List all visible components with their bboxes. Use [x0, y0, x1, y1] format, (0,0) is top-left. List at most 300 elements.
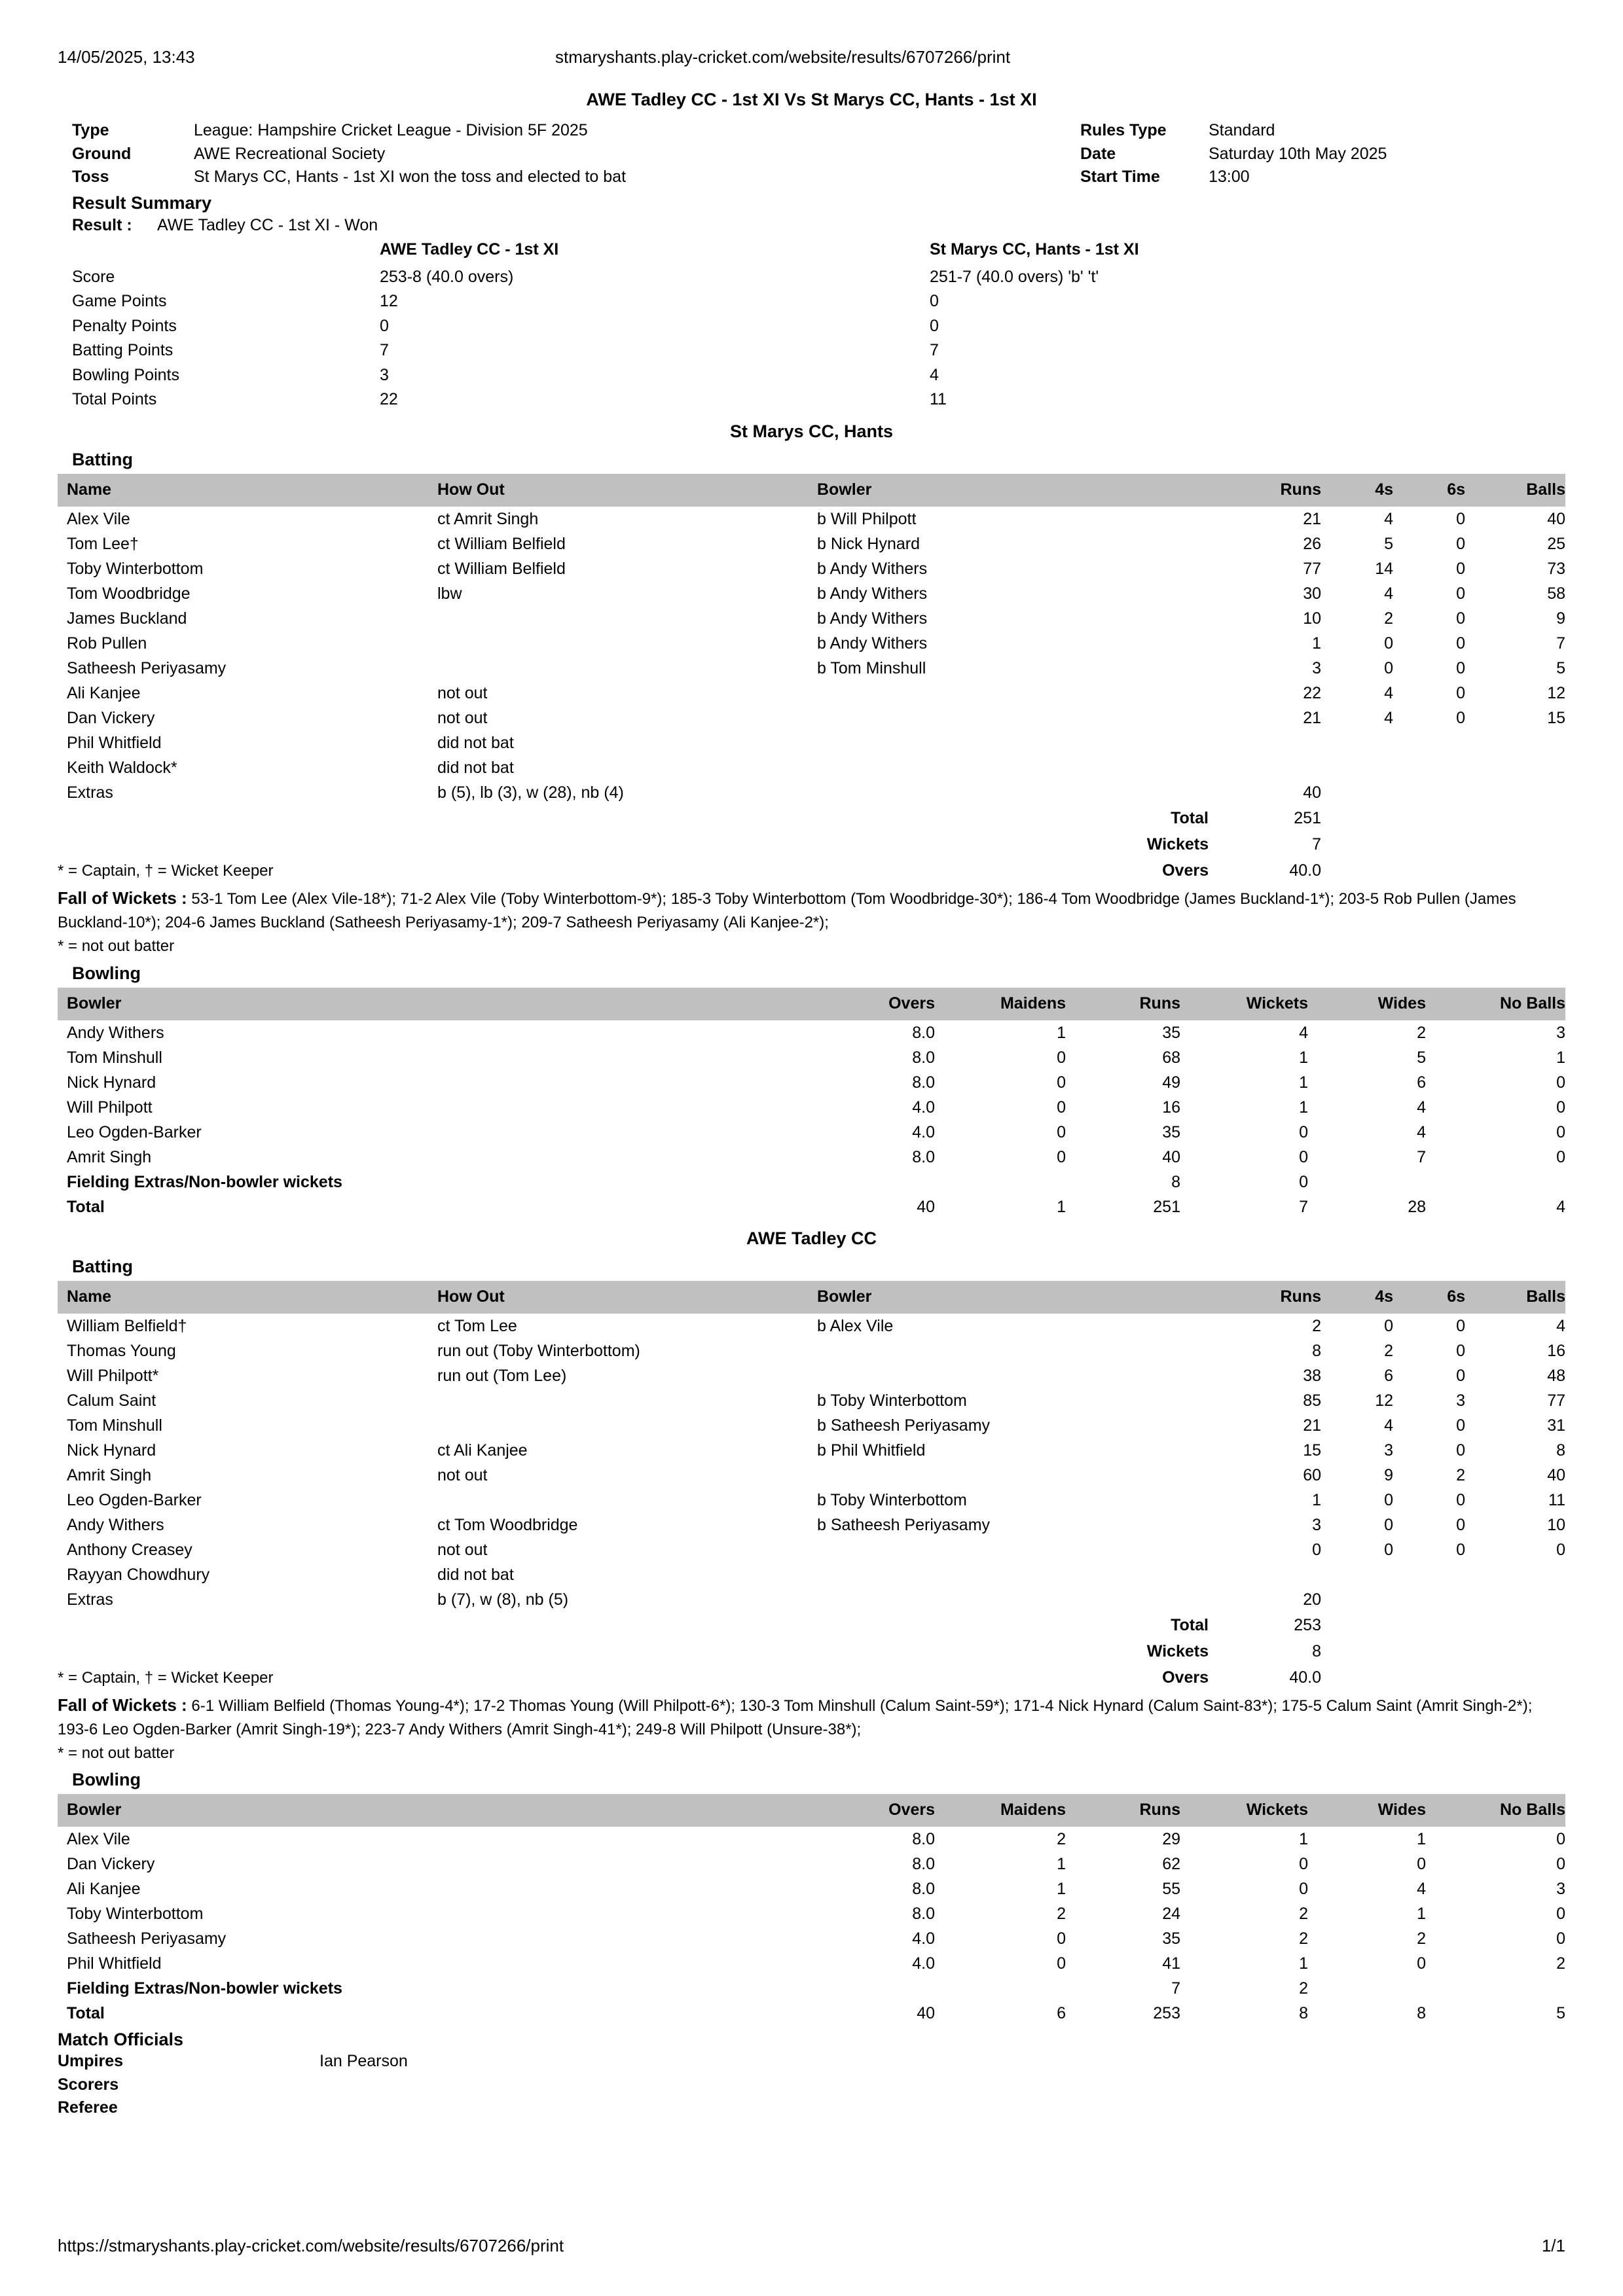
bowling-points-home: 3 — [380, 365, 389, 384]
innings-wickets-value: 8 — [1312, 1641, 1321, 1660]
bowler-wides: 2 — [1417, 1929, 1426, 1948]
batter-4s: 0 — [1384, 1316, 1393, 1335]
footer-url: https://stmaryshants.play-cricket.com/website/results/6707266/print — [58, 2236, 564, 2255]
batter-balls — [1465, 755, 1565, 780]
col-header-runs: Runs — [1223, 1281, 1321, 1314]
total-label: Total — [1171, 1615, 1209, 1634]
bowler-runs: 62 — [1162, 1855, 1180, 1874]
batter-6s: 0 — [1456, 708, 1465, 727]
batter-4s: 14 — [1375, 559, 1393, 578]
extras-pad-3 — [1465, 780, 1565, 805]
batter-name: William Belfield† — [67, 1316, 187, 1335]
bowling-total-noballs: 5 — [1556, 2004, 1565, 2023]
batter-how-out: ct Ali Kanjee — [437, 1441, 528, 1460]
extras-row — [58, 1587, 1565, 1612]
batter-how-out: did not bat — [437, 758, 514, 777]
table-row — [58, 681, 1565, 706]
total-points-home: 22 — [380, 390, 398, 409]
table-row — [58, 1045, 1565, 1070]
totals-pad-c — [1321, 805, 1393, 831]
batter-4s: 4 — [1384, 1416, 1393, 1435]
info-row-date — [1080, 143, 1565, 166]
table-row — [58, 1338, 1565, 1363]
bowler-overs: 4.0 — [912, 1929, 935, 1948]
date-label: Date — [1080, 144, 1116, 163]
scorers-row — [58, 2073, 1565, 2097]
batting-points-label: Batting Points — [72, 341, 173, 360]
batter-6s: 0 — [1456, 658, 1465, 677]
table-row — [58, 1070, 1565, 1095]
batter-6s: 3 — [1456, 1391, 1465, 1410]
total-label: Total — [1171, 808, 1209, 827]
batter-6s: 2 — [1456, 1465, 1465, 1484]
batter-name: Leo Ogden-Barker — [67, 1490, 202, 1509]
bowler-wickets: 0 — [1299, 1855, 1308, 1874]
innings-1-bowling-label: Bowling — [72, 963, 141, 983]
fielding-extras-wides — [1308, 1976, 1426, 2001]
totals-pad-m — [1465, 857, 1565, 884]
extras-blank — [817, 780, 1223, 805]
batter-4s: 4 — [1384, 584, 1393, 603]
info-row-start-time — [1080, 166, 1565, 189]
bowler-name: Leo Ogden-Barker — [67, 1122, 202, 1141]
game-points-away: 0 — [930, 292, 939, 311]
batter-how-out: lbw — [437, 584, 462, 603]
col-header-6s: 6s — [1393, 474, 1465, 507]
type-value: League: Hampshire Cricket League - Division 5F 2025 — [194, 121, 588, 140]
batter-runs: 1 — [1312, 1490, 1321, 1509]
batter-runs: 0 — [1312, 1540, 1321, 1559]
batter-balls: 12 — [1547, 683, 1565, 702]
extras-label: Extras — [67, 1590, 113, 1609]
batter-runs — [1223, 1562, 1321, 1587]
score-label: Score — [72, 267, 115, 286]
batter-balls: 73 — [1547, 559, 1565, 578]
batter-name: Keith Waldock* — [67, 758, 177, 777]
bowler-runs: 24 — [1162, 1905, 1180, 1924]
col-header-maidens: Maidens — [935, 1794, 1066, 1827]
innings-wickets-row — [58, 1638, 1565, 1664]
bowling-total-runs: 251 — [1153, 1197, 1180, 1216]
batter-6s: 0 — [1456, 609, 1465, 628]
batter-how-out: ct Tom Woodbridge — [437, 1515, 578, 1534]
totals-pad-i — [1393, 831, 1465, 857]
batter-balls: 31 — [1547, 1416, 1565, 1435]
bowler-wides: 7 — [1417, 1147, 1426, 1166]
table-header-row — [58, 474, 1565, 507]
innings-1-bowling-table — [58, 988, 1565, 1219]
totals-pad-l — [1393, 857, 1465, 884]
batter-name: Rob Pullen — [67, 634, 147, 653]
bowler-name: Alex Vile — [67, 1830, 130, 1849]
umpires-row — [58, 2050, 1565, 2073]
bowler-noballs: 0 — [1556, 1855, 1565, 1874]
ground-value: AWE Recreational Society — [194, 144, 386, 163]
batter-runs: 10 — [1303, 609, 1321, 628]
innings-1-totals-body — [58, 805, 1565, 884]
batter-6s: 0 — [1456, 584, 1465, 603]
batter-runs: 77 — [1303, 559, 1321, 578]
wickets-label: Wickets — [1146, 1641, 1209, 1660]
batter-6s: 0 — [1456, 1341, 1465, 1360]
totals2-pad-c — [1321, 1612, 1393, 1638]
extras-pad-1 — [1321, 1587, 1393, 1612]
bowler-runs: 35 — [1162, 1122, 1180, 1141]
batter-4s: 2 — [1384, 1341, 1393, 1360]
innings-2-totals — [58, 1612, 1565, 1691]
batter-runs: 21 — [1303, 1416, 1321, 1435]
bowler-maidens: 0 — [1057, 1122, 1066, 1141]
batter-how-out — [437, 1488, 817, 1513]
batter-how-out — [437, 1388, 817, 1413]
score-away: 251-7 (40.0 overs) 'b' 't' — [930, 267, 1099, 286]
fielding-extras-noballs — [1426, 1976, 1565, 2001]
bowler-overs: 8.0 — [912, 1855, 935, 1874]
table-row — [72, 265, 1565, 290]
bowler-noballs: 0 — [1556, 1098, 1565, 1117]
fielding-extras-overs — [811, 1170, 935, 1194]
captain-keeper-note: * = Captain, † = Wicket Keeper — [58, 1669, 274, 1687]
start-time-label: Start Time — [1080, 168, 1160, 187]
fall-of-wickets-label: Fall of Wickets : — [58, 1695, 187, 1715]
fall-of-wickets-value: 53-1 Tom Lee (Alex Vile-18*); 71-2 Alex Vile (Toby Winterbottom-9*); 185-3 Toby Winterbottom (Tom Woodbridge-30*); 186-4 Tom Woodbridge (James Buckland-1*); 203-5 Rob Pullen (James Buckland-10*); 204-6 James Buckland (Satheesh Periyasamy-1*); 209-7 Satheesh Periyasamy (Ali Kanjee-2*); — [58, 890, 1516, 931]
fielding-extras-runs: 8 — [1171, 1172, 1180, 1191]
batter-6s: 0 — [1456, 1441, 1465, 1460]
table-row — [58, 1145, 1565, 1170]
innings-2-bowling-header — [58, 1794, 1565, 1827]
batter-name: Nick Hynard — [67, 1441, 156, 1460]
bowling-points-label: Bowling Points — [72, 365, 179, 384]
bowling-total-row — [58, 1194, 1565, 1219]
col-header-bowler: Bowler — [58, 988, 811, 1020]
bowler-wides: 4 — [1417, 1122, 1426, 1141]
fielding-extras-noballs — [1426, 1170, 1565, 1194]
col-header-4s: 4s — [1321, 1281, 1393, 1314]
extras-label: Extras — [67, 783, 113, 802]
fielding-extras-runs: 7 — [1171, 1979, 1180, 1998]
table-row — [58, 581, 1565, 606]
info-row-ground — [72, 143, 1080, 166]
innings-overs-row — [58, 857, 1565, 884]
batter-how-out — [437, 631, 817, 656]
bowler-wides: 1 — [1417, 1905, 1426, 1924]
bowler-runs: 35 — [1162, 1023, 1180, 1042]
table-row — [58, 1095, 1565, 1120]
col-header-runs: Runs — [1223, 474, 1321, 507]
bowler-overs: 4.0 — [912, 1122, 935, 1141]
game-points-home: 12 — [380, 292, 398, 311]
batter-4s: 9 — [1384, 1465, 1393, 1484]
table-row — [72, 314, 1565, 339]
bowler-wides: 0 — [1417, 1954, 1426, 1973]
batter-bowler: b Will Philpott — [817, 509, 917, 528]
batter-runs: 38 — [1303, 1366, 1321, 1385]
print-timestamp: 14/05/2025, 13:43 — [58, 47, 195, 67]
totals2-pad-k — [1321, 1664, 1393, 1691]
batter-balls: 8 — [1556, 1441, 1565, 1460]
batter-balls: 58 — [1547, 584, 1565, 603]
scorers-label: Scorers — [58, 2075, 119, 2094]
bowler-wickets: 1 — [1299, 1098, 1308, 1117]
batter-bowler: b Toby Winterbottom — [817, 1490, 967, 1509]
overs-label: Overs — [1162, 1668, 1209, 1687]
batter-runs: 21 — [1303, 509, 1321, 528]
batter-runs — [1223, 730, 1321, 755]
bowler-maidens: 0 — [1057, 1098, 1066, 1117]
innings-1-notout-note: * = not out batter — [58, 937, 175, 956]
bowler-overs: 8.0 — [912, 1880, 935, 1899]
innings-wickets-value: 7 — [1312, 834, 1321, 853]
col-header-overs: Overs — [811, 988, 935, 1020]
table-row — [72, 289, 1565, 314]
table-header-row — [58, 1794, 1565, 1827]
innings-total-value: 253 — [1294, 1615, 1321, 1634]
bowling-total-maidens: 6 — [1057, 2004, 1066, 2023]
batter-bowler: b Satheesh Periyasamy — [817, 1515, 991, 1534]
col-header-maidens: Maidens — [935, 988, 1066, 1020]
table-row — [58, 706, 1565, 730]
bowler-runs: 16 — [1162, 1098, 1180, 1117]
table-row — [58, 1438, 1565, 1463]
penalty-points-away: 0 — [930, 316, 939, 335]
bowler-wides: 6 — [1417, 1073, 1426, 1092]
result-summary-home-team: AWE Tadley CC - 1st XI — [380, 240, 559, 259]
bowler-overs: 4.0 — [912, 1954, 935, 1973]
ground-label: Ground — [72, 144, 132, 163]
batter-bowler — [817, 730, 1223, 755]
batter-how-out — [437, 1413, 817, 1438]
batter-how-out: run out (Toby Winterbottom) — [437, 1341, 640, 1360]
bowler-wickets: 0 — [1299, 1122, 1308, 1141]
batter-balls: 40 — [1547, 509, 1565, 528]
innings-1-fall-of-wickets — [58, 886, 1565, 934]
table-row — [72, 363, 1565, 388]
innings-2-fall-of-wickets — [58, 1693, 1565, 1741]
match-info-left — [72, 119, 1080, 189]
table-row — [58, 1363, 1565, 1388]
totals2-pad-e — [1465, 1612, 1565, 1638]
batter-name: Tom Lee† — [67, 534, 139, 553]
captain-keeper-note-cell — [58, 1664, 817, 1691]
result-summary-away-team: St Marys CC, Hants - 1st XI — [930, 240, 1139, 259]
totals-pad-j — [1465, 831, 1565, 857]
batter-4s: 4 — [1384, 708, 1393, 727]
totals-pad-b — [437, 805, 817, 831]
info-row-type — [72, 119, 1080, 143]
table-header-row — [58, 1281, 1565, 1314]
batter-how-out: ct Amrit Singh — [437, 509, 539, 528]
batter-bowler: b Alex Vile — [817, 1316, 894, 1335]
batter-name: Ali Kanjee — [67, 683, 141, 702]
table-row — [58, 507, 1565, 531]
batter-4s — [1321, 1562, 1393, 1587]
bowler-maidens: 0 — [1057, 1147, 1066, 1166]
totals2-pad-j — [1465, 1638, 1565, 1664]
bowler-maidens: 2 — [1057, 1905, 1066, 1924]
bowling-total-wickets: 8 — [1299, 2004, 1308, 2023]
batter-bowler: b Nick Hynard — [817, 534, 920, 553]
table-header-row — [58, 988, 1565, 1020]
innings-2-batting-header — [58, 1281, 1565, 1314]
fielding-extras-wickets: 0 — [1299, 1172, 1308, 1191]
table-row — [58, 1314, 1565, 1338]
batter-4s — [1321, 730, 1393, 755]
fielding-extras-label: Fielding Extras/Non-bowler wickets — [67, 1172, 342, 1191]
fielding-extras-overs — [811, 1976, 935, 2001]
batter-runs: 85 — [1303, 1391, 1321, 1410]
batter-runs: 60 — [1303, 1465, 1321, 1484]
total-points-away: 11 — [930, 390, 947, 409]
bowler-wides: 0 — [1417, 1855, 1426, 1874]
start-time-value: 13:00 — [1209, 168, 1250, 187]
batter-name: Will Philpott* — [67, 1366, 159, 1385]
info-row-toss — [72, 166, 1080, 189]
batter-4s: 0 — [1384, 1515, 1393, 1534]
table-row — [58, 556, 1565, 581]
batter-name: Alex Vile — [67, 509, 130, 528]
innings-overs-value: 40.0 — [1289, 861, 1321, 880]
batter-bowler: b Phil Whitfield — [817, 1441, 926, 1460]
innings-1-team-heading: St Marys CC, Hants — [729, 421, 894, 441]
innings-2-batting-body — [58, 1314, 1565, 1612]
bowler-runs: 40 — [1162, 1147, 1180, 1166]
batter-6s: 0 — [1456, 559, 1465, 578]
bowler-wickets: 1 — [1299, 1830, 1308, 1849]
batter-runs: 2 — [1312, 1316, 1321, 1335]
bowler-name: Dan Vickery — [67, 1855, 155, 1874]
extras-pad-1 — [1321, 780, 1393, 805]
referee-label: Referee — [58, 2098, 118, 2117]
bowler-wides: 4 — [1417, 1880, 1426, 1899]
table-row — [58, 1827, 1565, 1852]
fall-of-wickets-label: Fall of Wickets : — [58, 888, 187, 908]
table-row — [58, 1488, 1565, 1513]
batter-4s: 3 — [1384, 1441, 1393, 1460]
batter-balls: 11 — [1548, 1490, 1565, 1509]
table-row — [58, 1463, 1565, 1488]
bowler-wickets: 2 — [1299, 1929, 1308, 1948]
batter-4s: 0 — [1384, 658, 1393, 677]
table-row — [58, 656, 1565, 681]
extras-detail: b (7), w (8), nb (5) — [437, 1590, 569, 1609]
bowler-maidens: 1 — [1057, 1855, 1066, 1874]
bowling-total-runs: 253 — [1153, 2004, 1180, 2023]
batter-runs: 26 — [1303, 534, 1321, 553]
batter-runs — [1223, 755, 1321, 780]
result-summary-header-row — [72, 238, 1565, 265]
bowler-name: Tom Minshull — [67, 1048, 162, 1067]
batter-name: Toby Winterbottom — [67, 559, 204, 578]
match-info-right — [1080, 119, 1565, 189]
batter-how-out — [437, 656, 817, 681]
batter-6s: 0 — [1456, 1316, 1465, 1335]
penalty-points-home: 0 — [380, 316, 389, 335]
batter-runs: 8 — [1312, 1341, 1321, 1360]
bowler-runs: 49 — [1162, 1073, 1180, 1092]
bowler-noballs: 0 — [1556, 1905, 1565, 1924]
bowler-maidens: 1 — [1057, 1880, 1066, 1899]
batter-4s: 0 — [1384, 1540, 1393, 1559]
batter-4s: 0 — [1384, 634, 1393, 653]
bowler-noballs: 0 — [1556, 1073, 1565, 1092]
innings-total-row — [58, 805, 1565, 831]
batter-name: Tom Woodbridge — [67, 584, 191, 603]
table-row — [58, 730, 1565, 755]
bowler-maidens: 0 — [1057, 1073, 1066, 1092]
batter-name: Phil Whitfield — [67, 733, 162, 752]
col-header-wickets: Wickets — [1180, 988, 1308, 1020]
totals2-pad-h — [1321, 1638, 1393, 1664]
bowling-total-wides: 28 — [1408, 1197, 1426, 1216]
batter-balls: 5 — [1556, 658, 1565, 677]
innings-overs-value: 40.0 — [1289, 1668, 1321, 1687]
extras-detail: b (5), lb (3), w (28), nb (4) — [437, 783, 624, 802]
batter-balls — [1465, 1562, 1565, 1587]
batter-name: Amrit Singh — [67, 1465, 152, 1484]
print-header — [58, 47, 1565, 67]
batter-4s — [1321, 755, 1393, 780]
bowling-total-label: Total — [67, 1197, 105, 1216]
bowler-noballs: 0 — [1556, 1122, 1565, 1141]
totals2-pad-g — [437, 1638, 817, 1664]
batting-points-away: 7 — [930, 341, 939, 360]
col-header-wides: Wides — [1308, 988, 1426, 1020]
totals2-pad-b — [437, 1612, 817, 1638]
batter-6s: 0 — [1456, 534, 1465, 553]
bowler-wides: 5 — [1417, 1048, 1426, 1067]
batter-how-out: did not bat — [437, 733, 514, 752]
bowler-noballs: 0 — [1556, 1147, 1565, 1166]
totals-pad-a — [58, 805, 437, 831]
totals2-pad-m — [1465, 1664, 1565, 1691]
total-points-label: Total Points — [72, 390, 157, 409]
bowler-wickets: 1 — [1299, 1073, 1308, 1092]
print-source-url: stmaryshants.play-cricket.com/website/results/6707266/print — [555, 47, 1011, 67]
totals2-pad-l — [1393, 1664, 1465, 1691]
batter-balls: 40 — [1547, 1465, 1565, 1484]
bowler-overs: 8.0 — [912, 1147, 935, 1166]
col-header-name: Name — [58, 474, 437, 507]
col-header-runs: Runs — [1066, 988, 1180, 1020]
batter-runs: 1 — [1312, 634, 1321, 653]
batter-6s: 0 — [1456, 634, 1465, 653]
bowler-runs: 29 — [1162, 1830, 1180, 1849]
rules-value: Standard — [1209, 121, 1275, 140]
bowler-noballs: 3 — [1556, 1023, 1565, 1042]
batter-runs: 21 — [1303, 708, 1321, 727]
fielding-extras-wickets: 2 — [1299, 1979, 1308, 1998]
table-row — [58, 1513, 1565, 1537]
fielding-extras-maidens — [935, 1976, 1066, 2001]
totals2-pad-i — [1393, 1638, 1465, 1664]
col-header-wides: Wides — [1308, 1794, 1426, 1827]
table-row — [72, 338, 1565, 363]
batter-bowler — [817, 1363, 1223, 1388]
page-title: AWE Tadley CC - 1st XI Vs St Marys CC, Hants - 1st XI — [586, 90, 1037, 110]
batter-balls: 0 — [1556, 1540, 1565, 1559]
innings-1-batting-table — [58, 474, 1565, 805]
totals-pad-f — [58, 831, 437, 857]
table-row — [58, 1562, 1565, 1587]
batter-4s: 4 — [1384, 683, 1393, 702]
col-header-bowler: Bowler — [58, 1794, 811, 1827]
col-header-no-balls: No Balls — [1426, 988, 1565, 1020]
table-row — [58, 1413, 1565, 1438]
bowler-name: Will Philpott — [67, 1098, 153, 1117]
batter-name: Rayyan Chowdhury — [67, 1565, 210, 1584]
table-row — [58, 1926, 1565, 1951]
batter-balls: 25 — [1547, 534, 1565, 553]
